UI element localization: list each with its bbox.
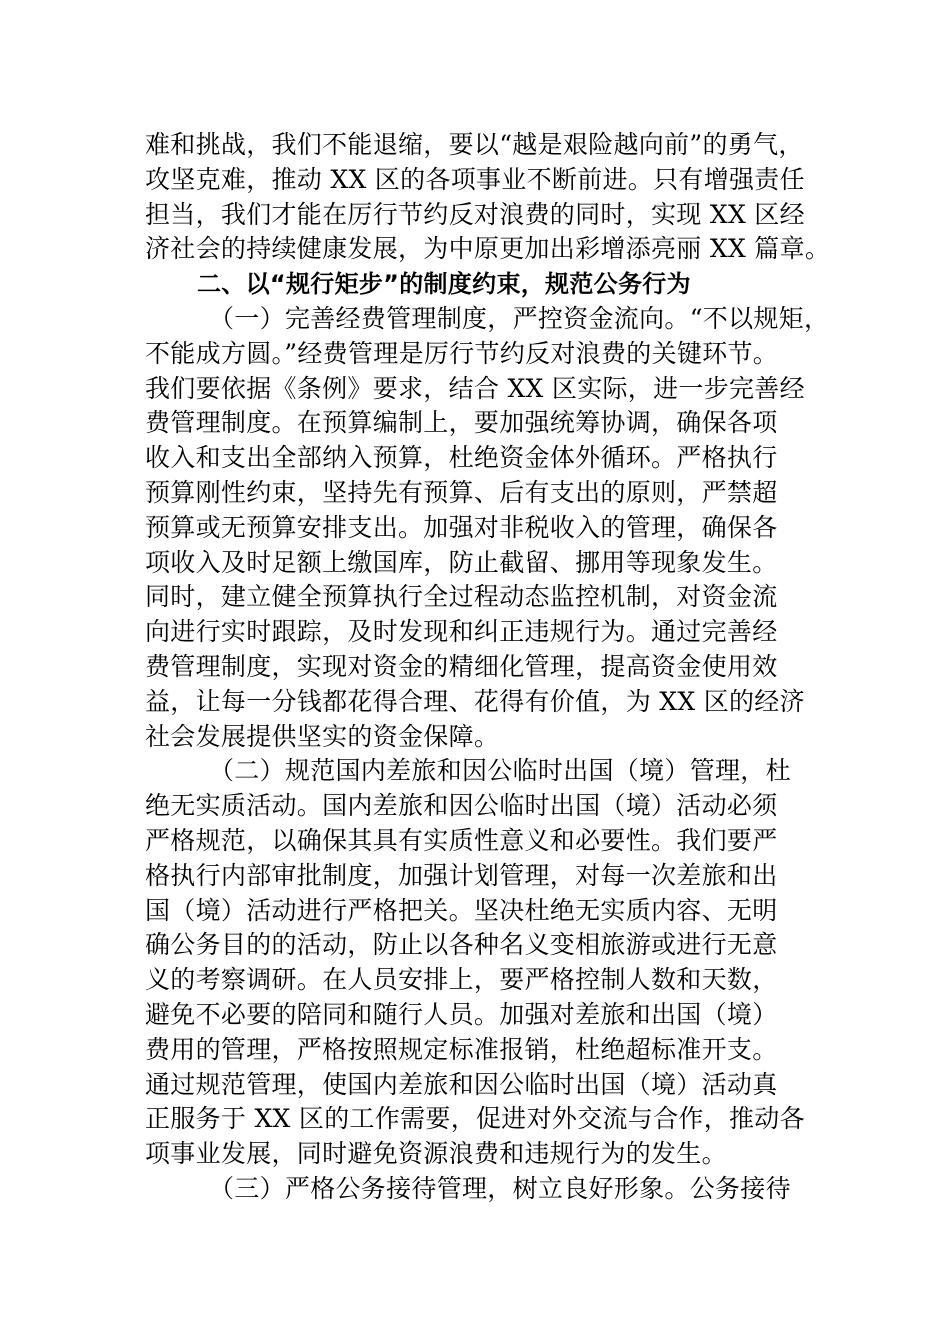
document-body [145,128,831,1207]
subsection-heading-1: （一）完善经费管理制度，严控资金流向。“不以规矩， [209,303,830,333]
text-line: 社会发展提供坚实的资金保障。 [145,721,500,751]
text-line: 通过规范管理，使国内差旅和因公临时出国（境）活动真 [145,1069,778,1099]
text-line: 确公务目的的活动，防止以各种名义变相旅游或进行无意 [145,930,778,960]
text-line: 义的考察调研。在人员安排上，要严格控制人数和天数， [145,965,778,995]
text-line: 严格规范，以确保其具有实质性意义和必要性。我们要严 [145,825,778,855]
subsection-heading-2: （二）规范国内差旅和因公临时出国（境）管理，杜 [209,756,791,786]
text-line: 我们要依据《条例》要求，结合 XX 区实际，进一步完善经 [145,373,805,403]
text-line: 向进行实时跟踪，及时发现和纠正违规行为。通过完善经 [145,617,778,647]
text-line: 正服务于 XX 区的工作需要，促进对外交流与合作，推动各 [145,1104,805,1134]
text-line: 担当，我们才能在厉行节约反对浪费的同时，实现 XX 区经 [145,199,805,229]
section-heading: 二、以“规行矩步”的制度约束，规范公务行为 [197,270,691,299]
text-line: 费管理制度，实现对资金的精细化管理，提高资金使用效 [145,651,778,681]
text-line: 不能成方圆。”经费管理是厉行节约反对浪费的关键环节。 [145,338,779,368]
text-line: 同时，建立健全预算执行全过程动态监控机制，对资金流 [145,582,778,612]
text-line: 收入和支出全部纳入预算，杜绝资金体外循环。严格执行 [145,443,778,473]
text-line: 攻坚克难，推动 XX 区的各项事业不断前进。只有增强责任 [145,164,805,194]
text-line: 国（境）活动进行严格把关。坚决杜绝无实质内容、无明 [145,895,778,925]
text-line: 项事业发展，同时避免资源浪费和违规行为的发生。 [145,1139,727,1169]
text-line: 项收入及时足额上缴国库，防止截留、挪用等现象发生。 [145,547,778,577]
text-line: 预算刚性约束，坚持先有预算、后有支出的原则，严禁超 [145,477,778,507]
text-line: 费用的管理，严格按照规定标准报销，杜绝超标准开支。 [145,1034,778,1064]
subsection-heading-3: （三）严格公务接待管理，树立良好形象。公务接待 [209,1173,791,1203]
text-line: 济社会的持续健康发展，为中原更加出彩增添亮丽 XX 篇章。 [145,234,831,264]
text-line: 预算或无预算安排支出。加强对非税收入的管理，确保各 [145,512,778,542]
text-line: 格执行内部审批制度，加强计划管理，对每一次差旅和出 [145,860,778,890]
text-line: 费管理制度。在预算编制上，要加强统筹协调，确保各项 [145,408,778,438]
text-line: 避免不必要的陪同和随行人员。加强对差旅和出国（境） [145,999,778,1029]
text-line: 益，让每一分钱都花得合理、花得有价值，为 XX 区的经济 [145,686,805,716]
text-line: 难和挑战，我们不能退缩，要以“越是艰险越向前”的勇气， [145,130,804,159]
text-line: 绝无实质活动。国内差旅和因公临时出国（境）活动必须 [145,791,778,821]
